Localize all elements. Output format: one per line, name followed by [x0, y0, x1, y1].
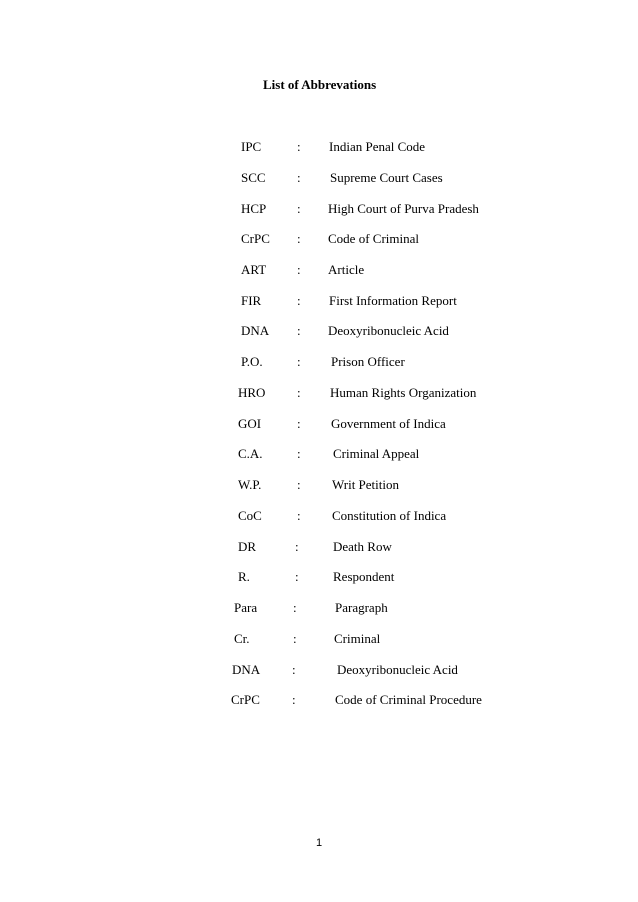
abbreviation-separator: :: [295, 569, 299, 584]
abbreviation-meaning: Code of Criminal: [328, 231, 419, 246]
abbreviation-row: [0, 630, 638, 648]
abbreviation-row: [0, 292, 638, 310]
abbreviation-meaning: Code of Criminal Procedure: [335, 692, 482, 707]
abbreviation-term: DNA: [241, 323, 270, 338]
abbreviation-term: CrPC: [231, 692, 260, 707]
abbreviation-row: [0, 261, 638, 279]
abbreviation-separator: :: [293, 600, 297, 615]
abbreviation-row: [0, 353, 638, 371]
abbreviation-separator: :: [297, 508, 301, 523]
page-title: List of Abbrevations: [263, 77, 377, 92]
abbreviation-meaning: Criminal: [334, 631, 381, 646]
abbreviation-row: [0, 599, 638, 617]
abbreviation-row: [0, 384, 638, 402]
abbreviation-term: C.A.: [238, 446, 263, 461]
abbreviation-separator: :: [297, 293, 301, 308]
abbreviation-meaning: Prison Officer: [331, 354, 405, 369]
abbreviation-term: FIR: [241, 293, 262, 308]
abbreviation-separator: :: [295, 539, 299, 554]
abbreviation-meaning: Article: [328, 262, 365, 277]
abbreviation-term: CrPC: [241, 231, 270, 246]
abbreviation-separator: :: [292, 662, 296, 677]
abbreviation-term: SCC: [241, 170, 266, 185]
abbreviation-term: IPC: [241, 139, 262, 154]
abbreviation-meaning: Deoxyribonucleic Acid: [337, 662, 458, 677]
abbreviation-term: Cr.: [234, 631, 250, 646]
abbreviation-separator: :: [297, 170, 301, 185]
abbreviation-meaning: Writ Petition: [332, 477, 399, 492]
abbreviation-separator: :: [297, 262, 301, 277]
abbreviation-meaning: Criminal Appeal: [333, 446, 420, 461]
abbreviation-meaning: Paragraph: [335, 600, 388, 615]
abbreviation-term: HRO: [238, 385, 266, 400]
abbreviation-term: HCP: [241, 201, 267, 216]
abbreviation-term: ART: [241, 262, 267, 277]
abbreviation-row: [0, 507, 638, 525]
abbreviation-row: [0, 415, 638, 433]
abbreviation-meaning: High Court of Purva Pradesh: [328, 201, 479, 216]
abbreviation-separator: :: [297, 139, 301, 154]
abbreviation-term: R.: [238, 569, 250, 584]
abbreviation-separator: :: [297, 385, 301, 400]
abbreviation-separator: :: [292, 692, 296, 707]
abbreviation-term: W.P.: [238, 477, 262, 492]
abbreviation-separator: :: [297, 354, 301, 369]
abbreviation-meaning: Indian Penal Code: [329, 139, 426, 154]
abbreviation-term: DNA: [232, 662, 261, 677]
abbreviation-separator: :: [297, 201, 301, 216]
abbreviation-meaning: Human Rights Organization: [330, 385, 477, 400]
abbreviation-meaning: Death Row: [333, 539, 392, 554]
abbreviation-meaning: First Information Report: [329, 293, 457, 308]
abbreviation-separator: :: [297, 231, 301, 246]
abbreviation-meaning: Supreme Court Cases: [330, 170, 443, 185]
abbreviation-row: [0, 169, 638, 187]
abbreviation-separator: :: [297, 416, 301, 431]
abbreviation-term: Para: [234, 600, 258, 615]
abbreviation-row: [0, 230, 638, 248]
abbreviation-term: P.O.: [241, 354, 263, 369]
abbreviation-row: [0, 691, 638, 709]
abbreviation-meaning: Respondent: [333, 569, 395, 584]
abbreviation-row: [0, 476, 638, 494]
abbreviation-meaning: Government of Indica: [331, 416, 446, 431]
abbreviation-row: [0, 568, 638, 586]
abbreviation-term: DR: [238, 539, 257, 554]
abbreviation-row: [0, 138, 638, 156]
abbreviation-meaning: Constitution of Indica: [332, 508, 447, 523]
abbreviation-separator: :: [297, 323, 301, 338]
abbreviation-separator: :: [297, 477, 301, 492]
abbreviation-row: [0, 661, 638, 679]
abbreviation-row: [0, 200, 638, 218]
abbreviation-term: GOI: [238, 416, 262, 431]
abbreviation-row: [0, 538, 638, 556]
abbreviation-separator: :: [297, 446, 301, 461]
abbreviation-row: [0, 322, 638, 340]
page-number: 1: [315, 837, 323, 849]
abbreviation-row: [0, 445, 638, 463]
abbreviation-separator: :: [293, 631, 297, 646]
abbreviation-term: CoC: [238, 508, 262, 523]
abbreviation-meaning: Deoxyribonucleic Acid: [328, 323, 449, 338]
